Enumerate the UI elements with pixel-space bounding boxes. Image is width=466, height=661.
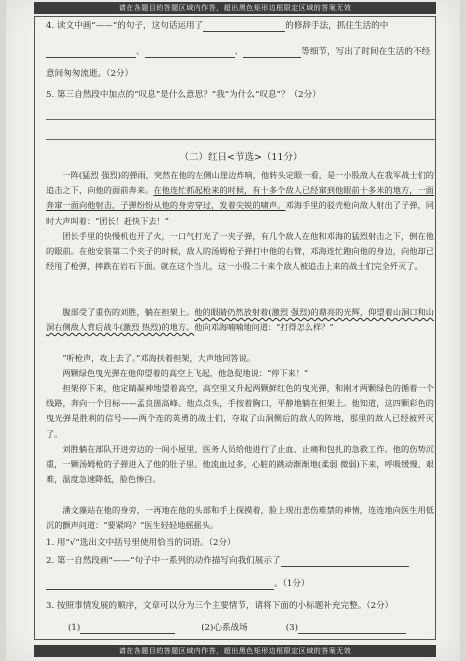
question-4-line-2 xyxy=(46,46,436,58)
question-2-line-2 xyxy=(46,578,436,590)
question-2-text: 2. 第一自然段画“——”句子中一系列的动作描写向我们展示了 xyxy=(46,556,281,566)
question-4-text-d: 、 xyxy=(234,47,244,57)
passage-paragraph-6: 担架停下来，他定睛凝神地望着高空，高空里又升起两颗鲜红色的曳光弹，和刚才两颗绿色的循着一个线路，奔向一个目标——孟良崮高峰。他点点头，手按着胸口，平静地躺在担架上。他知道，这四颗彩色的曳光弹是胜利的信号——两个连的英勇的战士们，夺取了山洞侧后的敌人的阵地，那里的敌人已经被歼灭了。 xyxy=(46,383,434,439)
question-3-item-2: (2)心系战场 xyxy=(201,623,248,633)
question-4-text-a: 4. 读文中画“——”的句子，这句话运用了 xyxy=(46,21,204,31)
question-2-blank-1[interactable] xyxy=(281,556,409,567)
passage-paragraph-3 xyxy=(46,305,434,335)
question-3-text: 3. 按照事情发展的顺序，文章可以分为三个主要情节，请将下面的小标题补充完整。（2分） xyxy=(46,601,394,611)
question-1-text: 1. 用“√”选出文中括号里使用恰当的词语。（2分） xyxy=(46,538,236,548)
question-2-score: 。（1分） xyxy=(274,579,310,589)
paragraph-1-underlined-sentence: 在他连忙抓起枪来的时候，有十多个敌人已经窜到他眼前十多米的地方，一面奔窜一面向他射击，子弹纷纷从他的身旁穿过，发着尖锐的啸声。 xyxy=(46,185,434,211)
question-4-line-1 xyxy=(46,20,436,32)
passage-paragraph-2: 团长手里的快慢机也开了火，一口气打光了一夹子弹，有几个敌人在他和邓海的猛烈射击之下，倒在他的眼前。在他安装第二个夹子的时候，敌人的汤姆枪子弹打中他的右臂，邓海连忙跑向他的身边，向他却已经甩了枪弹，摔跌在岩石下面。就在这个当儿，这一小股二十来个敌人被追击上来的战士们完全歼灭了。 xyxy=(46,231,434,272)
paragraph-3-text: 腹部受了重伤的刘胜，躺在担架上。 xyxy=(62,307,195,317)
paragraph-1-text: 一阵(猛烈 强烈)的弹雨，突然在他的左侧山崖边炸响，他转头定眼一看，是一小股敌人在我军战士们的追击之下，向他的面前奔来。 xyxy=(46,170,434,196)
question-3-item-1-label: (1) xyxy=(68,623,81,633)
passage-paragraph-1 xyxy=(46,168,434,229)
question-4-blank-2[interactable] xyxy=(46,47,136,58)
passage-paragraph-5: 两颗绿色曳光弹在他仰望着的高空上飞起，他急促地说：“停下来！” xyxy=(62,368,309,378)
passage-paragraph-8: 潘文藻站在他的身旁，一再地在他的头部和手上探摸着，脸上现出悲伤难禁的神情，连连地向医生用低沉的颤声问道：“要紧吗？”医生轻轻地摇摇头。 xyxy=(46,505,434,531)
bottom-warning-banner: 请在各题目的答题区域内作答，超出黑色矩形边框限定区域的答案无效 xyxy=(34,645,436,657)
question-5-answer-line-2[interactable] xyxy=(46,139,436,140)
exam-sheet xyxy=(6,0,460,661)
question-3-item-1-blank[interactable] xyxy=(80,623,175,634)
question-4-blank-3[interactable] xyxy=(145,47,235,58)
question-3-item-3-blank[interactable] xyxy=(298,623,406,634)
passage-paragraph-4: “听枪声，攻上去了。”邓海扶着担架，大声地回答说。 xyxy=(62,353,255,363)
question-4-blank-1[interactable] xyxy=(203,21,285,32)
question-5-answer-line-1[interactable] xyxy=(46,119,436,120)
question-3-answers xyxy=(46,622,436,634)
passage-paragraph-7: 刘胜躺在部队开进旁边的一间小屋里，医务人员给他进行了止血、止痛和包扎的急救工作。他的伤势沉重，一颗汤姆枪的子弹进入了他的肚子里。他流血过多，心脏的跳动渐渐地(柔弱 微弱)下来，呼吸缓慢、艰难，温度急速降低，脸色惨白。 xyxy=(46,444,434,485)
question-4-text-b: 的修辞手法，抓住生活的中 xyxy=(285,21,389,31)
paragraph-1-text-end: 邓海手里的驳壳枪向敌人射出了子弹，同时大声叫着：“团长！赶快下去！” xyxy=(46,200,434,226)
question-4-text-e: 等细节，写出了时间在生活的不经 xyxy=(301,47,431,57)
top-warning-banner: 请在各题目的答题区域内作答，超出黑色矩形边框限定区域的答案无效 xyxy=(34,2,436,14)
question-2-blank-2[interactable] xyxy=(46,579,274,590)
section-title: （二）红日<节选>（11分） xyxy=(179,152,303,163)
question-5-text: 5. 第三自然段中加点的“叹息”是什么意思？“我”为什么“叹息”？（2分） xyxy=(46,90,321,100)
question-4-blank-4[interactable] xyxy=(243,47,301,58)
paragraph-3-wavy-sentence: 他的眼睛仍然放射着(激烈 强烈)的鼎亮的光辉，仰望着山洞口和山洞右侧敌人背后战斗(激烈 热烈)的地方。 xyxy=(46,307,434,333)
question-2-line-1 xyxy=(46,555,436,567)
question-4-line-3: 意间匆匆流逝。（2分） xyxy=(46,69,134,79)
question-3-item-3-label: (3) xyxy=(285,623,298,633)
question-4-text-c: 、 xyxy=(136,47,145,57)
paragraph-3-text-end: 他向邓海喃喃地问道：“打得怎么样？” xyxy=(194,322,334,333)
